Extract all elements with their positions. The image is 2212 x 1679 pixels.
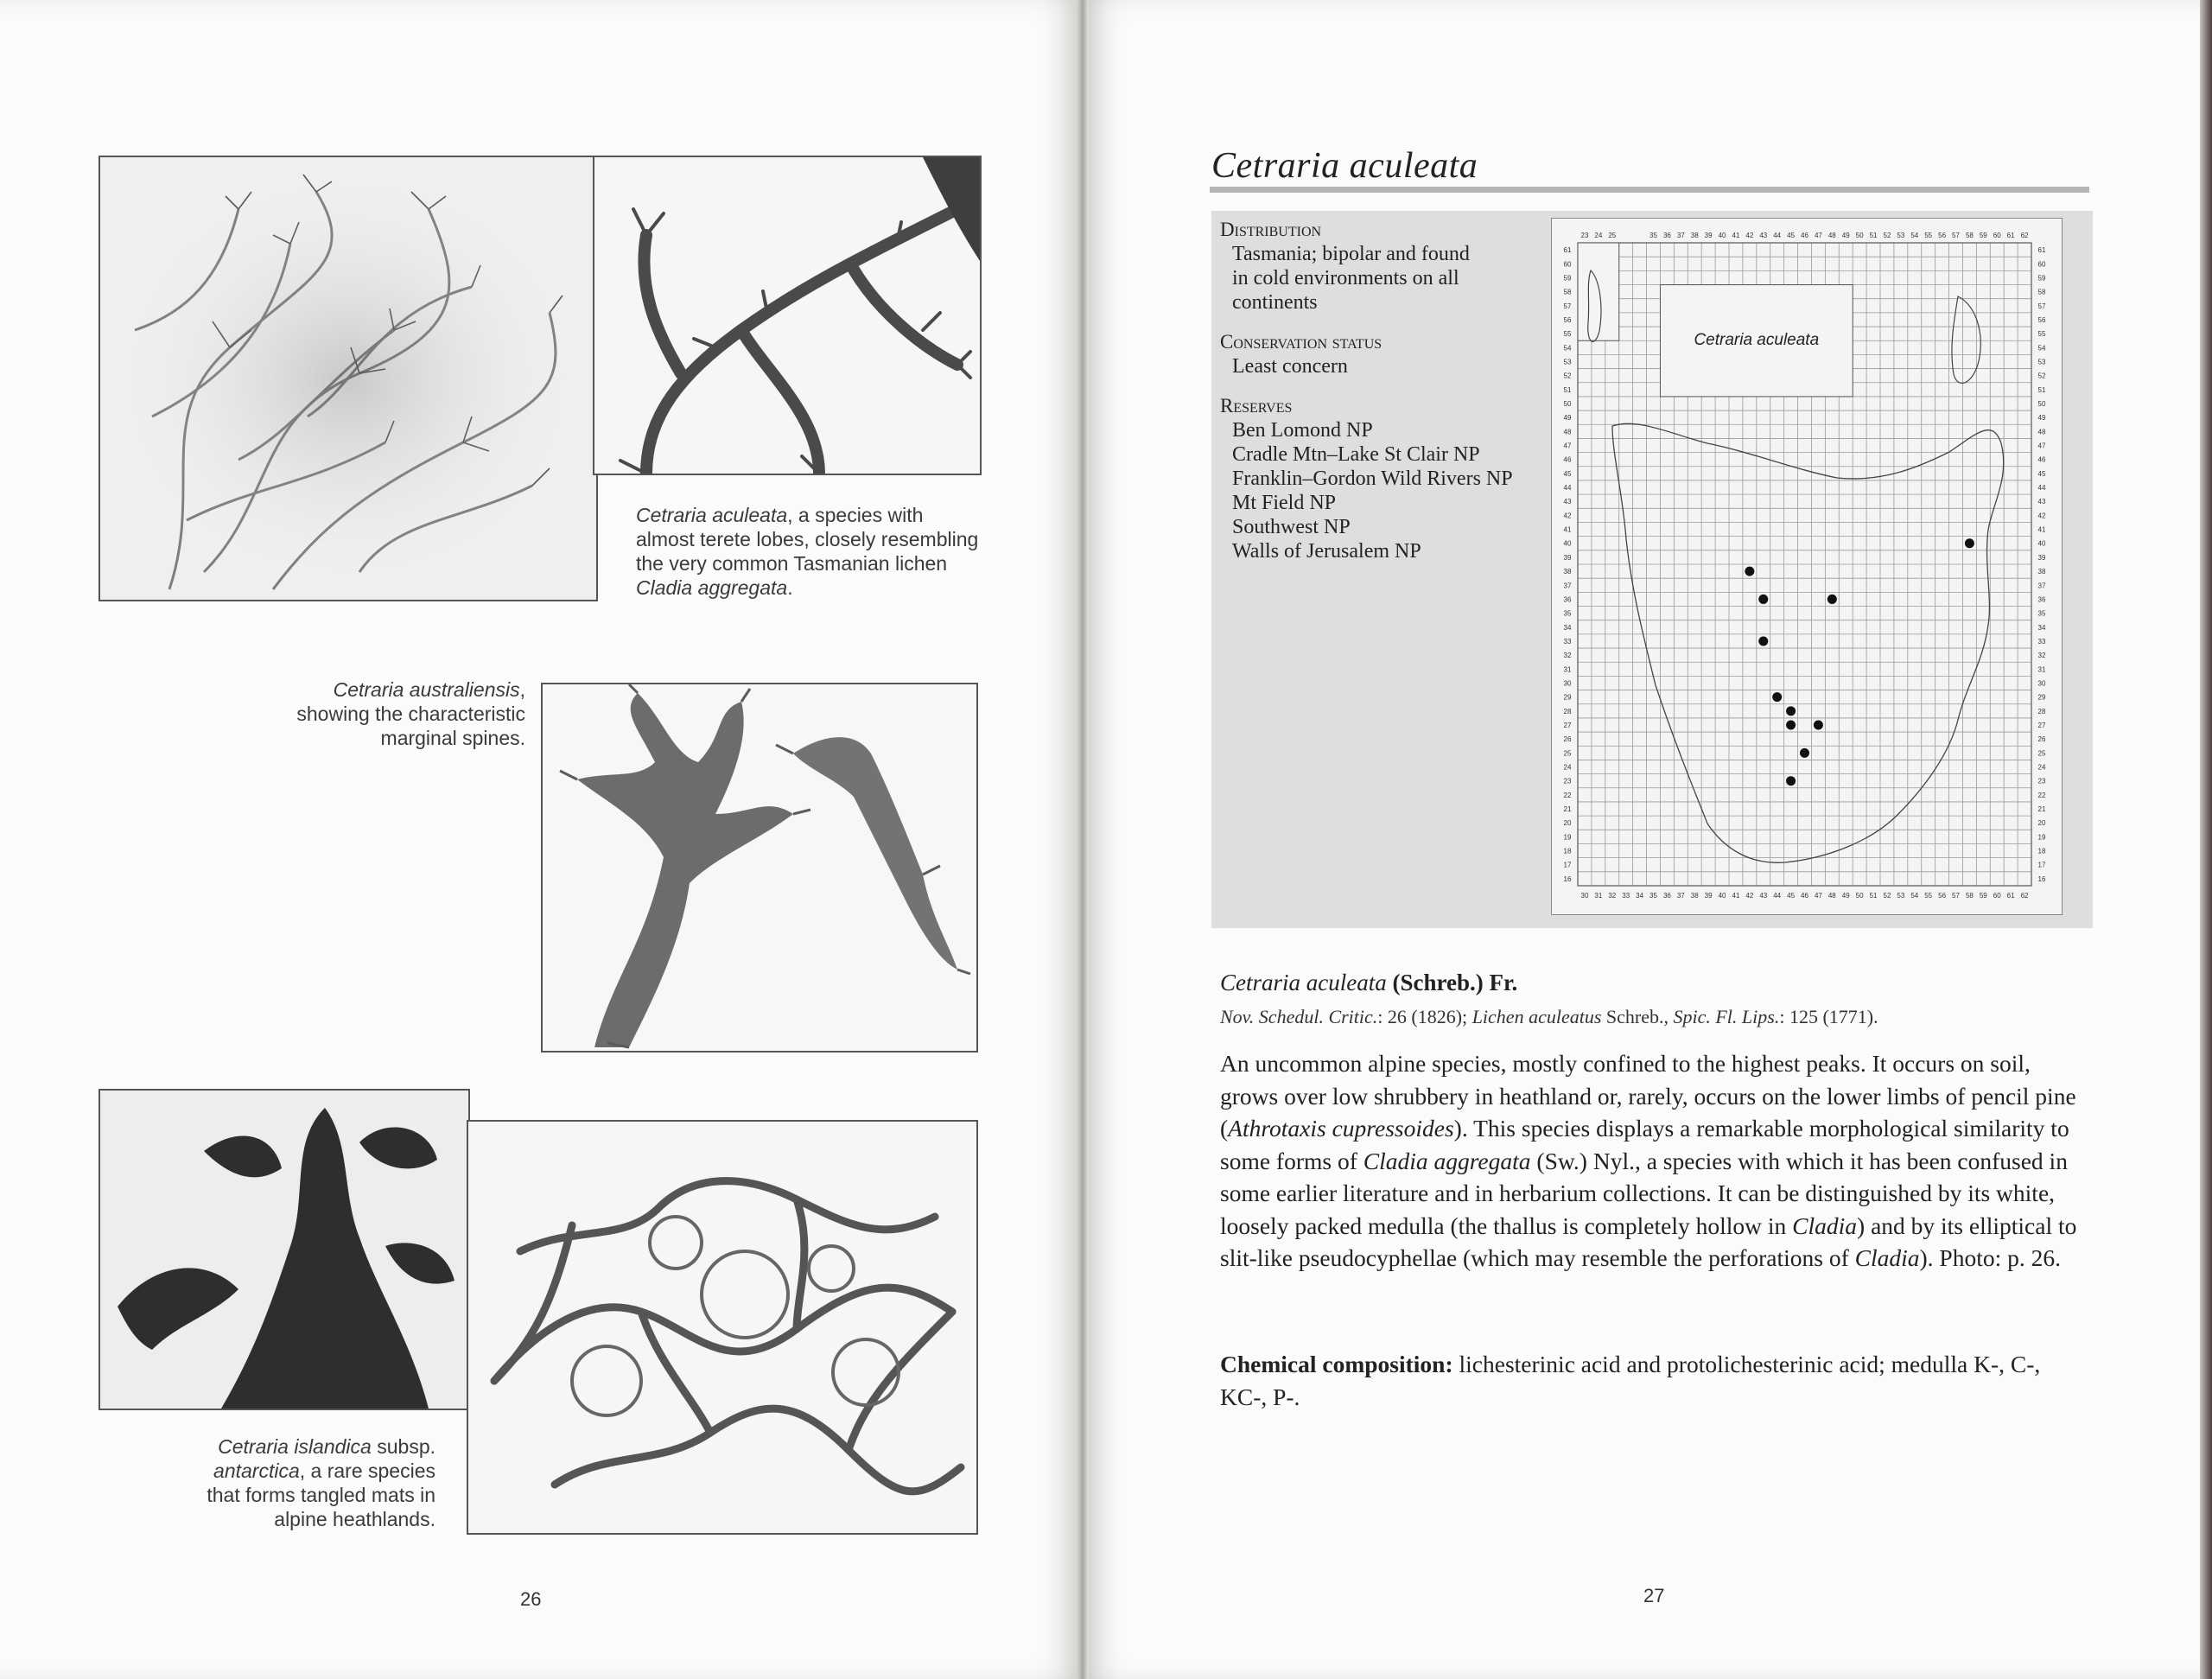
map-tick-label: 45 — [1787, 232, 1796, 239]
map-tick-label: 54 — [1910, 232, 1919, 239]
map-tick-label: 47 — [1563, 442, 1572, 450]
map-tick-label: 37 — [1676, 232, 1685, 239]
map-tick-label: 45 — [1563, 469, 1572, 478]
map-tick-label: 47 — [2037, 442, 2046, 450]
photo-cetraria-aculeata-closeup — [593, 156, 982, 475]
map-record-dot — [1758, 636, 1768, 646]
map-tick-label: 33 — [1563, 637, 1572, 646]
map-record-dot — [1786, 776, 1796, 785]
map-tick-label: 38 — [2037, 568, 2046, 576]
map-tick-label: 27 — [1563, 722, 1572, 729]
map-tick-label: 61 — [2037, 246, 2046, 255]
species-title: Cetraria aculeata — [1211, 146, 1478, 186]
page-number-right: 27 — [1643, 1585, 1665, 1606]
distribution-map-svg — [1552, 219, 2062, 914]
map-tick-label: 30 — [2037, 679, 2046, 688]
map-tick-label: 52 — [1883, 892, 1891, 900]
map-tick-label: 55 — [1563, 330, 1572, 339]
caption-cetraria-aculeata: Cetraria aculeata, a species with almost terete lobes, closely resembling the very common Tasmanian lichen Cladia aggregata. — [636, 504, 979, 599]
map-tick-label: 61 — [2006, 232, 2015, 239]
map-tick-label: 56 — [2037, 315, 2046, 324]
taxon-name: Athrotaxis cupressoides — [1228, 1115, 1454, 1142]
map-tick-label: 49 — [2037, 414, 2046, 423]
map-tick-label: 53 — [2037, 358, 2046, 366]
map-tick-label: 36 — [1662, 892, 1671, 900]
map-tick-label: 56 — [1563, 315, 1572, 324]
map-tick-label: 26 — [2037, 735, 2046, 744]
map-tick-label: 40 — [1563, 539, 1572, 548]
map-record-dot — [1758, 595, 1768, 604]
map-tick-label: 43 — [1759, 232, 1768, 239]
map-tick-label: 49 — [1841, 892, 1850, 900]
map-tick-label: 51 — [1563, 385, 1572, 394]
map-record-dot — [1786, 706, 1796, 715]
map-tick-label: 48 — [1827, 892, 1836, 900]
map-tick-label: 19 — [2037, 833, 2046, 842]
lichen-tangled-mat-image — [468, 1122, 976, 1533]
map-tick-label: 52 — [1883, 232, 1891, 239]
map-tick-label: 26 — [1563, 735, 1572, 744]
map-tick-label: 42 — [1745, 892, 1754, 900]
description-text: ). This species displays a remarkable morphological similarity to some forms of — [1220, 1115, 2069, 1174]
reserves-label: Reserves — [1220, 395, 1293, 417]
map-tick-label: 56 — [1938, 892, 1947, 900]
conservation-label: Conservation status — [1220, 331, 1382, 353]
map-tick-label: 31 — [1594, 892, 1603, 900]
map-tick-label: 43 — [1563, 498, 1572, 506]
photo-cetraria-aculeata — [99, 156, 598, 601]
map-tick-label: 44 — [1563, 484, 1572, 493]
map-tick-label: 57 — [1952, 232, 1960, 239]
map-tick-label: 49 — [1563, 414, 1572, 423]
map-tick-label: 42 — [1563, 512, 1572, 520]
map-inset-islands — [1578, 243, 1619, 340]
map-tick-label: 45 — [1787, 892, 1796, 900]
map-tick-label: 50 — [1855, 232, 1864, 239]
map-tick-label: 25 — [1563, 749, 1572, 758]
map-tick-label: 44 — [1773, 232, 1782, 239]
map-tick-label: 43 — [2037, 498, 2046, 506]
reserve-item: Franklin–Gordon Wild Rivers NP — [1232, 467, 1513, 490]
map-tick-label: 60 — [1993, 892, 2001, 900]
map-tick-label: 45 — [2037, 469, 2046, 478]
map-tick-label: 18 — [1563, 847, 1572, 855]
map-tick-label: 50 — [1563, 400, 1572, 408]
map-tick-label: 30 — [1580, 892, 1589, 900]
map-tick-label: 42 — [2037, 512, 2046, 520]
reserve-item: Mt Field NP — [1232, 492, 1337, 514]
map-tick-label: 41 — [2037, 525, 2046, 534]
map-tick-label: 62 — [2020, 232, 2029, 239]
map-tick-label: 29 — [2037, 693, 2046, 702]
map-tick-label: 24 — [1594, 232, 1603, 239]
book-right-edge — [2200, 0, 2212, 1679]
map-species-label: Cetraria aculeata — [1694, 331, 1820, 350]
taxon-name: Cladia — [1792, 1212, 1858, 1239]
map-tick-label: 55 — [1924, 232, 1933, 239]
map-tick-label: 62 — [2020, 892, 2029, 900]
map-tick-label: 39 — [1704, 892, 1713, 900]
map-tick-label: 17 — [2037, 861, 2046, 869]
map-tick-label: 35 — [2037, 609, 2046, 618]
description-text: ) and by its elliptical to slit-like pseudocyphellae (which may resemble the perforations of — [1220, 1212, 2077, 1271]
lichen-dark-lobes-image — [100, 1091, 468, 1409]
species-reference: Nov. Schedul. Critic.: 26 (1826); Lichen aculeatus Schreb., Spic. Fl. Lips.: 125 (1771). — [1220, 1006, 1878, 1027]
tasmania-coastline — [1612, 423, 2004, 862]
map-tick-label: 34 — [1636, 892, 1644, 900]
map-tick-label: 57 — [2037, 302, 2046, 310]
map-tick-label: 55 — [1924, 892, 1933, 900]
map-tick-label: 40 — [1718, 232, 1726, 239]
map-tick-label: 48 — [2037, 428, 2046, 436]
map-tick-label: 28 — [2037, 707, 2046, 715]
map-tick-label: 59 — [2037, 274, 2046, 283]
map-record-dot — [1745, 567, 1754, 576]
map-tick-label: 60 — [1993, 232, 2001, 239]
map-tick-label: 48 — [1563, 428, 1572, 436]
map-tick-label: 32 — [1608, 892, 1617, 900]
species-info-text — [1220, 218, 1548, 563]
caption-cetraria-islandica: Cetraria islandica subsp. antarctica, a rare species that forms tangled mats in alpine heathlands. — [207, 1435, 435, 1530]
description-text: ). Photo: p. 26. — [1919, 1244, 2061, 1271]
map-tick-label: 31 — [1563, 665, 1572, 674]
map-tick-label: 17 — [1563, 861, 1572, 869]
map-tick-label: 37 — [2037, 582, 2046, 590]
map-tick-label: 23 — [2037, 777, 2046, 785]
reserve-item: Southwest NP — [1232, 516, 1351, 538]
map-tick-label: 59 — [1979, 892, 1987, 900]
map-tick-label: 51 — [2037, 385, 2046, 394]
map-tick-label: 58 — [1965, 232, 1974, 239]
map-tick-label: 21 — [2037, 805, 2046, 814]
map-tick-label: 24 — [2037, 763, 2046, 772]
map-tick-label: 38 — [1563, 568, 1572, 576]
map-tick-label: 34 — [1563, 623, 1572, 632]
map-tick-label: 16 — [2037, 874, 2046, 883]
map-tick-label: 22 — [1563, 791, 1572, 799]
map-tick-label: 28 — [1563, 707, 1572, 715]
book-spine — [1077, 0, 1089, 1679]
map-tick-label: 23 — [1563, 777, 1572, 785]
map-tick-label: 25 — [1608, 232, 1617, 239]
map-tick-label: 25 — [2037, 749, 2046, 758]
taxon-name: Cladia — [1854, 1244, 1920, 1271]
map-tick-label: 56 — [1938, 232, 1947, 239]
map-tick-label: 50 — [1855, 892, 1864, 900]
map-tick-label: 27 — [2037, 722, 2046, 729]
map-tick-label: 55 — [2037, 330, 2046, 339]
map-record-dot — [1800, 748, 1809, 758]
map-tick-label: 47 — [1814, 232, 1822, 239]
map-tick-label: 51 — [1869, 892, 1878, 900]
map-tick-label: 23 — [1580, 232, 1589, 239]
title-rule — [1210, 187, 2089, 193]
map-tick-label: 20 — [1563, 819, 1572, 828]
map-tick-label: 33 — [2037, 637, 2046, 646]
lichen-tangle-image — [100, 157, 596, 600]
map-tick-label: 43 — [1759, 892, 1768, 900]
map-record-dot — [1965, 538, 1974, 548]
map-tick-label: 35 — [1649, 232, 1657, 239]
map-tick-label: 54 — [1910, 892, 1919, 900]
map-tick-label: 46 — [2037, 455, 2046, 464]
map-tick-label: 48 — [1827, 232, 1836, 239]
map-tick-label: 46 — [1801, 232, 1808, 239]
map-tick-label: 24 — [1563, 763, 1572, 772]
map-tick-label: 37 — [1563, 582, 1572, 590]
map-tick-label: 34 — [2037, 623, 2046, 632]
species-description — [1220, 1047, 2084, 1275]
photo-cetraria-islandica-mat — [467, 1120, 978, 1535]
map-tick-label: 57 — [1952, 892, 1960, 900]
distribution-line: in cold environments on all — [1232, 267, 1459, 289]
map-tick-label: 30 — [1563, 679, 1572, 688]
lichen-branch-closeup-image — [594, 157, 980, 474]
map-tick-label: 29 — [1563, 693, 1572, 702]
map-tick-label: 39 — [1704, 232, 1713, 239]
distribution-label: Distribution — [1220, 219, 1322, 240]
map-tick-label: 32 — [2037, 652, 2046, 660]
reserve-item: Cradle Mtn–Lake St Clair NP — [1232, 443, 1480, 466]
map-tick-label: 41 — [1732, 892, 1740, 900]
map-tick-label: 54 — [2037, 344, 2046, 353]
map-tick-label: 50 — [2037, 400, 2046, 408]
map-tick-label: 16 — [1563, 874, 1572, 883]
map-tick-label: 58 — [1965, 892, 1974, 900]
conservation-line: Least concern — [1232, 355, 1348, 378]
map-tick-label: 57 — [1563, 302, 1572, 310]
taxon-name: Cladia aggregata — [1363, 1147, 1531, 1174]
map-tick-label: 47 — [1814, 892, 1822, 900]
reserve-item: Ben Lomond NP — [1232, 419, 1373, 442]
map-record-dot — [1786, 721, 1796, 730]
reserve-item: Walls of Jerusalem NP — [1232, 540, 1421, 563]
map-tick-label: 36 — [1662, 232, 1671, 239]
map-tick-label: 36 — [2037, 595, 2046, 604]
map-tick-label: 44 — [1773, 892, 1782, 900]
page-number-left: 26 — [520, 1588, 542, 1610]
map-tick-label: 18 — [2037, 847, 2046, 855]
description-text: An uncommon alpine species, mostly confined to the highest peaks. It occurs on soil, grows over low shrubbery in heathland or, rarely, occurs on the lower limbs of pencil pine ( — [1220, 1050, 2076, 1142]
distribution-line: continents — [1232, 291, 1318, 314]
map-record-dot — [1814, 721, 1823, 730]
map-tick-label: 53 — [1563, 358, 1572, 366]
map-tick-label: 35 — [1563, 609, 1572, 618]
map-tick-label: 53 — [1897, 232, 1905, 239]
map-tick-label: 61 — [1563, 246, 1572, 255]
map-tick-label: 36 — [1563, 595, 1572, 604]
map-tick-label: 46 — [1801, 892, 1808, 900]
map-tick-label: 59 — [1563, 274, 1572, 283]
map-tick-label: 52 — [1563, 372, 1572, 380]
map-record-dot — [1772, 692, 1782, 702]
left-page — [0, 0, 1082, 1679]
map-tick-label: 20 — [2037, 819, 2046, 828]
map-tick-label: 35 — [1649, 892, 1657, 900]
map-tick-label: 51 — [1869, 232, 1878, 239]
map-tick-label: 60 — [1563, 260, 1572, 269]
map-tick-label: 21 — [1563, 805, 1572, 814]
distribution-line: Tasmania; bipolar and found — [1232, 243, 1470, 265]
map-tick-label: 39 — [2037, 553, 2046, 562]
map-tick-label: 52 — [2037, 372, 2046, 380]
chemical-composition: Chemical composition: lichesterinic acid and protolichesterinic acid; medulla K-, C-, KC-, P-. — [1220, 1351, 2041, 1410]
map-tick-label: 60 — [2037, 260, 2046, 269]
map-tick-label: 38 — [1690, 232, 1699, 239]
map-tick-label: 53 — [1897, 892, 1905, 900]
map-tick-label: 61 — [2006, 892, 2015, 900]
map-tick-label: 44 — [2037, 484, 2046, 493]
map-record-dot — [1827, 595, 1837, 604]
caption-cetraria-australiensis: Cetraria australiensis, showing the characteristic marginal spines. — [296, 678, 525, 749]
photo-cetraria-australiensis — [541, 683, 978, 1053]
map-tick-label: 19 — [1563, 833, 1572, 842]
lichen-spiny-lobes-image — [543, 684, 976, 1051]
map-tick-label: 41 — [1732, 232, 1740, 239]
species-heading: Cetraria aculeata (Schreb.) Fr. — [1220, 970, 1518, 995]
map-tick-label: 40 — [2037, 539, 2046, 548]
description-text: (Sw.) Nyl., a species with which it has been confused in some earlier literature and in herbarium collections. It can be distinguished by its white, loosely packed medulla (the thallus is completely hollow in — [1220, 1147, 2068, 1239]
map-tick-label: 42 — [1745, 232, 1754, 239]
map-tick-label: 46 — [1563, 455, 1572, 464]
map-tick-label: 58 — [2037, 288, 2046, 296]
map-tick-label: 59 — [1979, 232, 1987, 239]
map-tick-label: 38 — [1690, 892, 1699, 900]
map-tick-label: 32 — [1563, 652, 1572, 660]
map-tick-label: 31 — [2037, 665, 2046, 674]
map-tick-label: 33 — [1622, 892, 1630, 900]
map-tick-label: 22 — [2037, 791, 2046, 799]
map-tick-label: 58 — [1563, 288, 1572, 296]
map-tick-label: 39 — [1563, 553, 1572, 562]
map-tick-label: 37 — [1676, 892, 1685, 900]
photo-cetraria-islandica-closeup — [99, 1089, 470, 1410]
map-tick-label: 54 — [1563, 344, 1572, 353]
map-tick-label: 41 — [1563, 525, 1572, 534]
map-tick-label: 49 — [1841, 232, 1850, 239]
distribution-map — [1551, 218, 2063, 915]
map-tick-label: 40 — [1718, 892, 1726, 900]
